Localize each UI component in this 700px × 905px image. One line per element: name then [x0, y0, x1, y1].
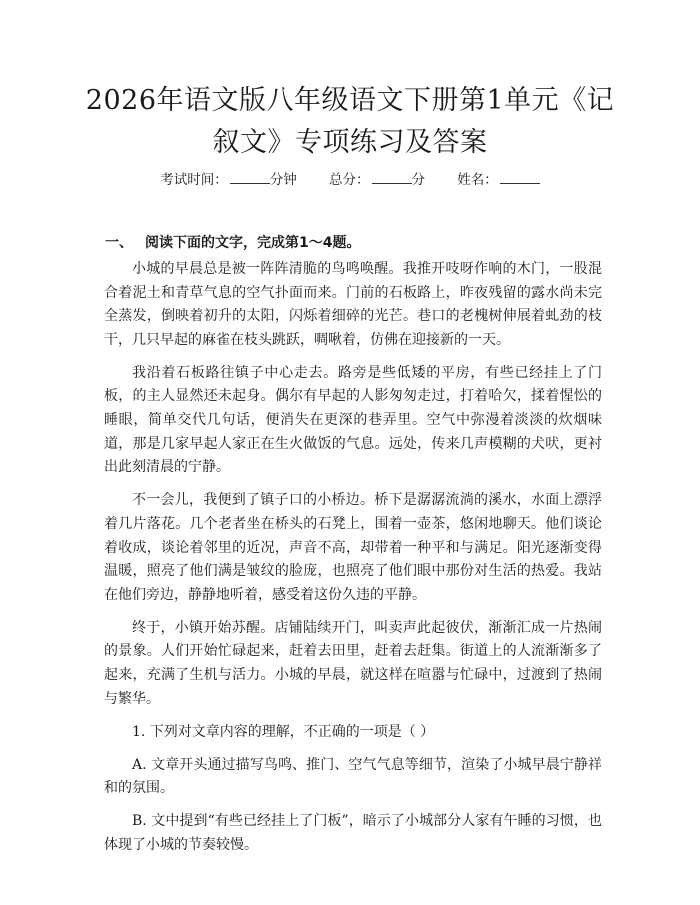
exam-info — [0, 168, 700, 188]
name-label: 姓名： — [457, 172, 498, 188]
score-blank[interactable] — [372, 171, 412, 184]
reading-passage — [104, 258, 602, 867]
section-heading — [105, 232, 360, 252]
passage-paragraph-3: 不一会儿，我便到了镇子口的小桥边。桥下是潺潺流淌的溪水，水面上漂浮着几片落花。几个老者坐在桥头的石凳上，围着一壶茶，悠闲地聊天。他们谈论着收成，谈论着邻里的近况，声音不高，却带着一种平和与满足。阳光逐渐变得温暖，照亮了他们满是皱纹的脸庞，也照亮了他们眼中那份对生活的热爱。我站在他们旁边，静静地听着，感受着这份久违的平静。 — [104, 492, 602, 603]
passage-paragraph-1: 小城的早晨总是被一阵阵清脆的鸟鸣唤醒。我推开吱呀作响的木门，一股混合着泥土和青草气息的空气扑面而来。门前的石板路上，昨夜残留的露水尚未完全蒸发，倒映着初升的太阳，闪烁着细碎的光芒。巷口的老槐树伸展着虬劲的枝干，几只早起的麻雀在枝头跳跃，啁啾着，仿佛在迎接新的一天。 — [104, 261, 602, 348]
option-a: A. 文章开头通过描写鸟鸣、推门、空气气息等细节，渲染了小城早晨宁静祥和的氛围。 — [104, 756, 602, 797]
exam-time — [160, 172, 301, 188]
passage-paragraph-2: 我沿着石板路往镇子中心走去。路旁是些低矮的平房，有些已经挂上了门板，的主人显然还未起身。偶尔有早起的人影匆匆走过，打着哈欠，揉着惺忪的睡眼，简单交代几句话，便消失在更深的巷弄里。空气中弥漫着淡淡的炊烟味道，那是几家早起人家正在生火做饭的气息。远处，传来几声模糊的犬吠，更衬出此刻清晨的宁静。 — [104, 364, 602, 476]
total-score — [329, 172, 429, 188]
time-blank[interactable] — [230, 171, 270, 184]
section-title: 阅读下面的文字，完成第1～4题。 — [145, 235, 361, 251]
name-blank[interactable] — [500, 171, 540, 184]
score-unit: 分 — [411, 172, 425, 188]
passage-paragraph-4: 终于，小镇开始苏醒。店铺陆续开门，叫卖声此起彼伏，渐渐汇成一片热闹的景象。人们开始忙碌起来，赶着去田里，赶着去赶集。街道上的人流渐渐多了起来，充满了生机与活力。小城的早晨，就这样在喧嚣与忙碌中，过渡到了热闹与繁华。 — [104, 619, 602, 707]
section-number: 一、 — [105, 235, 133, 251]
page-title: 2026年语文版八年级语文下册第1单元《记叙文》专项练习及答案 — [85, 85, 615, 158]
question-1: 1. 下列对文章内容的理解，不正确的一项是（ ） — [132, 723, 435, 740]
score-label: 总分： — [329, 172, 370, 188]
option-b: B. 文中提到“有些已经挂上了门板”，暗示了小城部分人家有午睡的习惯，也体现了小城的节奏较慢。 — [104, 813, 602, 854]
student-name — [457, 172, 540, 188]
time-label: 考试时间： — [160, 172, 228, 188]
time-unit: 分钟 — [269, 172, 297, 188]
